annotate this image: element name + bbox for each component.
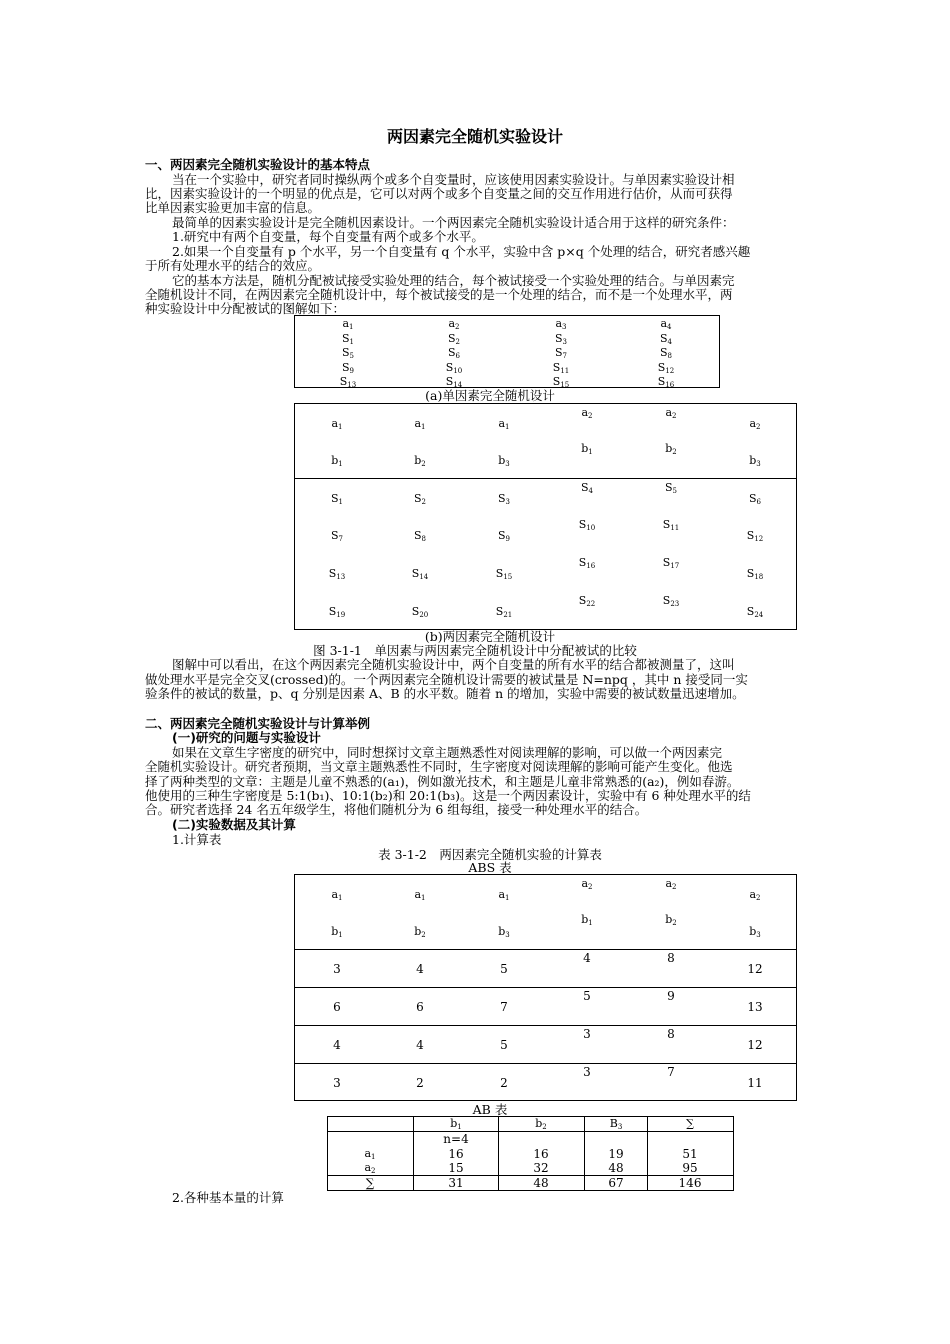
abs-data-cell: 4: [416, 1038, 424, 1052]
ab-value-cell: 32: [533, 1161, 549, 1175]
paragraph-7-line-5: 合。研究者选择 24 名五年级学生，将他们随机分为 6 组每组，接受一种处理水平的结合。: [145, 802, 648, 817]
abs-data-cell: 3: [583, 1027, 591, 1041]
ab-header-cell: $b_2$: [535, 1117, 547, 1131]
ab-row-label: $a_1$: [364, 1147, 376, 1161]
abs-divider-1: [294, 949, 797, 950]
abs-data-cell: 3: [333, 962, 341, 976]
abs-data-cell: 4: [333, 1038, 341, 1052]
paragraph-5-line-2: 全随机设计不同，在两因素完全随机设计中，每个被试接受的是一个处理的结合，而不是一个处理水平，两: [145, 287, 733, 302]
abs-data-cell: 5: [583, 989, 591, 1003]
two-factor-b-label: $b_2$: [414, 454, 426, 468]
paragraph-6-line-2: 做处理水平是完全交叉(crossed)的。一个两因素完全随机设计需要的被试量是 N=npq ，其中 n 接受同一实: [145, 672, 748, 687]
abs-a-label: $a_2$: [581, 877, 593, 891]
single-factor-cell: $S_{10}$: [445, 360, 463, 375]
single-factor-cell: $a_2$: [448, 317, 460, 331]
ab-value-cell: 95: [682, 1161, 698, 1175]
two-factor-subject-cell: $S_{12}$: [746, 529, 764, 543]
two-factor-subject-cell: $S_5$: [664, 481, 677, 495]
ab-header-cell: $B_3$: [609, 1117, 623, 1131]
single-factor-cell: $S_{14}$: [445, 375, 463, 389]
abs-data-cell: 8: [667, 1027, 675, 1041]
section-1-heading: 一、两因素完全随机实验设计的基本特点: [145, 157, 371, 172]
two-factor-subject-cell: $S_{23}$: [662, 594, 680, 608]
two-factor-design-table: [294, 403, 797, 630]
two-factor-subject-cell: $S_2$: [413, 492, 426, 506]
abs-a-label: $a_2$: [749, 888, 761, 902]
section-2-heading: 二、两因素完全随机实验设计与计算举例: [145, 716, 371, 731]
abs-divider-3: [294, 1025, 797, 1026]
ab-total-label: ∑: [365, 1176, 375, 1190]
ab-value-cell: 51: [682, 1147, 698, 1161]
abs-a-label: $a_1$: [414, 888, 426, 902]
single-factor-cell: $S_2$: [447, 331, 460, 346]
abs-data-cell: 11: [747, 1076, 763, 1090]
two-factor-subject-cell: $S_{11}$: [662, 518, 680, 532]
item-1-label: 1.计算表: [172, 832, 222, 847]
single-factor-cell: $S_{13}$: [339, 375, 357, 389]
single-factor-cell: $S_3$: [554, 331, 567, 346]
abs-b-label: $b_1$: [331, 925, 343, 939]
single-factor-caption: (a)单因素完全随机设计: [425, 388, 555, 403]
ab-n-label: n=4: [443, 1132, 469, 1146]
single-factor-cell: $a_1$: [342, 317, 354, 331]
paragraph-1-line-1: 当在一个实验中，研究者同时操纵两个或多个自变量时，应该使用因素实验设计。与单因素实验设计相: [172, 172, 735, 187]
ab-total-cell: 67: [608, 1176, 624, 1190]
abs-a-label: $a_2$: [665, 877, 677, 891]
two-factor-subject-cell: $S_{24}$: [746, 605, 764, 619]
abs-data-cell: 8: [667, 951, 675, 965]
ab-value-cell: 16: [448, 1147, 464, 1161]
abs-data-cell: 5: [500, 1038, 508, 1052]
figure-caption: 图 3-1-1 单因素与两因素完全随机设计中分配被试的比较: [313, 643, 637, 658]
paragraph-6-line-3: 验条件的被试的数量，p、q 分别是因素 A、B 的水平数。随着 n 的增加，实验中需要的被试数量迅速增加。: [145, 686, 745, 701]
abs-b-label: $b_3$: [498, 925, 510, 939]
ab-header-divider: [327, 1131, 734, 1132]
ab-row-label: $a_2$: [364, 1161, 376, 1175]
two-factor-header-divider: [294, 478, 797, 479]
abs-data-cell: 4: [583, 951, 591, 965]
two-factor-b-label: $b_2$: [665, 442, 677, 456]
ab-value-cell: 19: [608, 1147, 624, 1161]
ab-value-cell: 48: [608, 1161, 624, 1175]
abs-data-cell: 5: [500, 962, 508, 976]
paragraph-6-line-1: 图解中可以看出，在这个两因素完全随机实验设计中，两个自变量的所有水平的结合都被测量了，这叫: [172, 657, 735, 672]
two-factor-subject-cell: $S_3$: [497, 492, 510, 506]
ab-col-divider-3: [584, 1116, 585, 1191]
two-factor-subject-cell: $S_{20}$: [411, 605, 429, 619]
abs-data-cell: 7: [500, 1000, 508, 1014]
abs-data-cell: 2: [416, 1076, 424, 1090]
two-factor-subject-cell: $S_{18}$: [746, 567, 764, 581]
paragraph-7-line-3: 择了两种类型的文章：主题是儿童不熟悉的(a₁)，例如激光技术，和主题是儿童非常熟悉的(a₂)，例如春游。: [145, 774, 740, 789]
ab-total-cell: 146: [678, 1176, 702, 1190]
paragraph-7-line-2: 全随机实验设计。研究者预期，当文章主题熟悉性不同时，生字密度对阅读理解的影响可能产生变化。他选: [145, 759, 733, 774]
abs-b-label: $b_1$: [581, 913, 593, 927]
paragraph-5-line-1: 它的基本方法是，随机分配被试接受实验处理的结合，每个被试接受一个实验处理的结合。与单因素完: [172, 273, 735, 288]
ab-value-cell: 15: [448, 1161, 464, 1175]
item-2-label: 2.各种基本量的计算: [172, 1190, 284, 1205]
single-factor-cell: $S_{16}$: [657, 375, 675, 389]
two-factor-subject-cell: $S_{13}$: [328, 567, 346, 581]
abs-data-cell: 6: [333, 1000, 341, 1014]
two-factor-b-label: $b_1$: [331, 454, 343, 468]
two-factor-a-label: $a_2$: [665, 406, 677, 420]
paragraph-3: 1.研究中有两个自变量，每个自变量有两个或多个水平。: [172, 229, 484, 244]
ab-header-cell: $b_1$: [450, 1117, 462, 1131]
abs-a-label: $a_1$: [331, 888, 343, 902]
two-factor-subject-cell: $S_{16}$: [578, 556, 596, 570]
ab-value-cell: 16: [533, 1147, 549, 1161]
single-factor-cell: $S_5$: [341, 346, 354, 360]
paragraph-1-line-3: 比单因素实验更加丰富的信息。: [145, 200, 321, 215]
abs-table-label: ABS 表: [468, 860, 512, 875]
abs-data-cell: 3: [583, 1065, 591, 1079]
paragraph-7-line-1: 如果在文章生字密度的研究中，同时想探讨文章主题熟悉性对阅读理解的影响，可以做一个两因素完: [172, 745, 723, 760]
single-factor-cell: $S_9$: [341, 360, 354, 375]
document-title: 两因素完全随机实验设计: [386, 127, 563, 146]
two-factor-subject-cell: $S_7$: [330, 529, 343, 543]
two-factor-a-label: $a_2$: [581, 406, 593, 420]
two-factor-subject-cell: $S_{15}$: [495, 567, 513, 581]
two-factor-subject-cell: $S_{19}$: [328, 605, 346, 619]
single-factor-cell: $S_7$: [554, 346, 567, 360]
table-caption: 表 3-1-2 两因素完全随机实验的计算表: [378, 847, 602, 862]
single-factor-cell: $a_3$: [555, 317, 567, 331]
two-factor-a-label: $a_1$: [498, 417, 510, 431]
two-factor-b-label: $b_1$: [581, 442, 593, 456]
abs-data-cell: 12: [747, 1038, 763, 1052]
abs-data-cell: 7: [667, 1065, 675, 1079]
single-factor-cell: $S_{15}$: [552, 375, 570, 389]
abs-b-label: $b_3$: [749, 925, 761, 939]
paragraph-2: 最简单的因素实验设计是完全随机因素设计。一个两因素完全随机实验设计适合用于这样的研究条件：: [172, 215, 735, 230]
two-factor-subject-cell: $S_8$: [413, 529, 426, 543]
abs-divider-4: [294, 1063, 797, 1064]
abs-b-label: $b_2$: [414, 925, 426, 939]
paragraph-4-line-1: 2.如果一个自变量有 p 个水平，另一个自变量有 q 个水平，实验中含 p×q 个处理的结合，研究者感兴趣: [172, 244, 751, 259]
two-factor-subject-cell: $S_{10}$: [578, 518, 596, 532]
two-factor-subject-cell: $S_{17}$: [662, 556, 680, 570]
two-factor-subject-cell: $S_{14}$: [411, 567, 429, 581]
paragraph-4-line-2: 于所有处理水平的结合的效应。: [145, 258, 321, 273]
two-factor-subject-cell: $S_{22}$: [578, 594, 596, 608]
abs-data-cell: 3: [333, 1076, 341, 1090]
ab-col-divider-1: [413, 1116, 414, 1191]
ab-total-cell: 48: [533, 1176, 549, 1190]
abs-data-cell: 12: [747, 962, 763, 976]
ab-table-label: AB 表: [472, 1102, 508, 1117]
subsection-2-heading: (二)实验数据及其计算: [172, 817, 296, 832]
ab-col-divider-4: [647, 1116, 648, 1191]
paragraph-1-line-2: 比，因素实验设计的一个明显的优点是，它可以对两个或多个自变量之间的交互作用进行估价，从而可获得: [145, 186, 733, 201]
abs-data-cell: 4: [416, 962, 424, 976]
two-factor-a-label: $a_1$: [331, 417, 343, 431]
single-factor-cell: $S_6$: [447, 346, 460, 360]
abs-divider-2: [294, 987, 797, 988]
ab-header-cell: ∑: [686, 1117, 694, 1130]
single-factor-cell: $S_4$: [659, 331, 672, 346]
two-factor-a-label: $a_1$: [414, 417, 426, 431]
abs-data-cell: 13: [747, 1000, 763, 1014]
single-factor-cell: $S_8$: [659, 346, 672, 360]
abs-data-cell: 9: [667, 989, 675, 1003]
two-factor-b-label: $b_3$: [749, 454, 761, 468]
single-factor-cell: $a_4$: [660, 317, 672, 331]
abs-data-cell: 2: [500, 1076, 508, 1090]
abs-b-label: $b_2$: [665, 913, 677, 927]
two-factor-subject-cell: $S_6$: [748, 492, 761, 506]
paragraph-7-line-4: 他使用的三种生字密度是 5:1(b₁)、10:1(b₂)和 20:1(b₃)。这是一个两因素设计，实验中有 6 种处理水平的结: [145, 788, 751, 803]
two-factor-caption: (b)两因素完全随机设计: [424, 629, 556, 644]
two-factor-subject-cell: $S_4$: [580, 481, 593, 495]
abs-data-cell: 6: [416, 1000, 424, 1014]
two-factor-subject-cell: $S_1$: [330, 492, 343, 506]
two-factor-b-label: $b_3$: [498, 454, 510, 468]
ab-col-divider-2: [498, 1116, 499, 1191]
single-factor-cell: $S_{12}$: [657, 360, 675, 375]
single-factor-cell: $S_1$: [341, 331, 354, 346]
subsection-1-heading: (一)研究的问题与实验设计: [172, 730, 321, 745]
ab-total-cell: 31: [448, 1176, 464, 1190]
abs-a-label: $a_1$: [498, 888, 510, 902]
paragraph-5-line-3: 种实验设计中分配被试的图解如下：: [145, 301, 346, 316]
two-factor-a-label: $a_2$: [749, 417, 761, 431]
two-factor-subject-cell: $S_{21}$: [495, 605, 513, 619]
two-factor-subject-cell: $S_9$: [497, 529, 510, 543]
single-factor-cell: $S_{11}$: [552, 360, 570, 375]
